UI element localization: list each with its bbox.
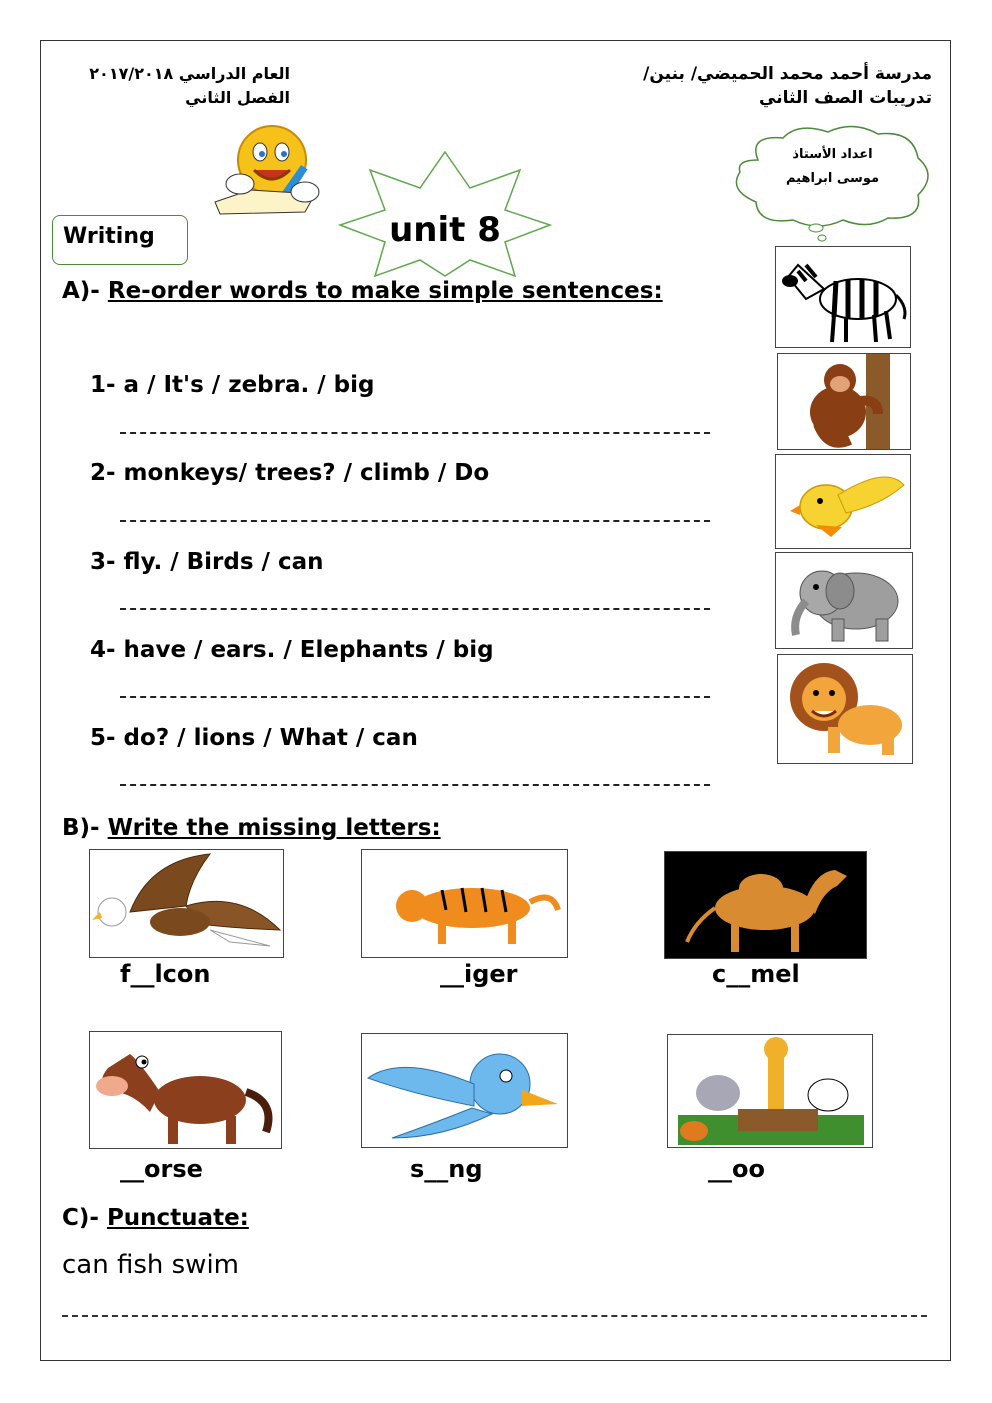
eagle-icon: [89, 849, 284, 958]
zebra-icon: [775, 246, 911, 348]
answer-line-4[interactable]: [120, 696, 710, 698]
section-c-title: Punctuate:: [106, 1205, 249, 1231]
writing-label: Writing: [52, 215, 188, 265]
section-b-prefix: B)-: [62, 815, 100, 841]
punctuate-sentence: can fish swim: [62, 1250, 239, 1280]
training-title: تدريبات الصف الثاني: [759, 88, 932, 108]
monkey-icon: [777, 353, 911, 450]
sentence-5: 5- do? / lions / What / can: [90, 725, 418, 751]
sentence-1: 1- a / It's / zebra. / big: [90, 372, 375, 398]
term: الفصل الثاني: [185, 88, 290, 107]
punctuate-answer-line[interactable]: [62, 1315, 927, 1317]
unit-title: unit 8: [389, 210, 501, 250]
word-falcon: f__lcon: [120, 960, 211, 988]
word-zoo: __oo: [708, 1155, 765, 1183]
smiley-writing-icon: [210, 122, 330, 217]
chick-icon: [775, 454, 911, 549]
section-a-heading: [62, 278, 663, 304]
section-b-heading: [62, 815, 441, 841]
header-left: [75, 62, 290, 110]
tiger-icon: [361, 849, 568, 958]
section-c-prefix: C)-: [62, 1205, 99, 1231]
sentence-3: 3- fly. / Birds / can: [90, 549, 324, 575]
lion-icon: [777, 654, 913, 764]
section-b-title: Write the missing letters:: [107, 815, 441, 841]
horse-icon: [89, 1031, 282, 1149]
section-a-prefix: A)-: [62, 278, 100, 304]
bird-icon: [361, 1033, 568, 1148]
teacher-credit: [760, 143, 905, 191]
zoo-icon: [667, 1034, 873, 1148]
header-right: [643, 62, 932, 110]
sentence-4: 4- have / ears. / Elephants / big: [90, 637, 494, 663]
word-tiger: __iger: [440, 960, 518, 988]
answer-line-1[interactable]: [120, 432, 710, 434]
camel-icon: [664, 851, 867, 959]
answer-line-2[interactable]: [120, 520, 710, 522]
section-a-title: Re-order words to make simple sentences:: [107, 278, 663, 304]
school-name: مدرسة أحمد محمد الحميضي/ بنين/: [643, 64, 932, 84]
elephant-icon: [775, 552, 913, 649]
section-c-heading: [62, 1205, 249, 1231]
answer-line-5[interactable]: [120, 784, 710, 786]
word-song: s__ng: [410, 1155, 483, 1183]
school-year: العام الدراسي ٢٠١٧/٢٠١٨: [89, 64, 290, 83]
sentence-2: 2- monkeys/ trees? / climb / Do: [90, 460, 490, 486]
prepared-label: اعداد الأستاذ: [792, 147, 873, 162]
teacher-name: موسى ابراهيم: [785, 171, 880, 186]
answer-line-3[interactable]: [120, 608, 710, 610]
word-camel: c__mel: [712, 960, 800, 988]
word-horse: __orse: [120, 1155, 203, 1183]
